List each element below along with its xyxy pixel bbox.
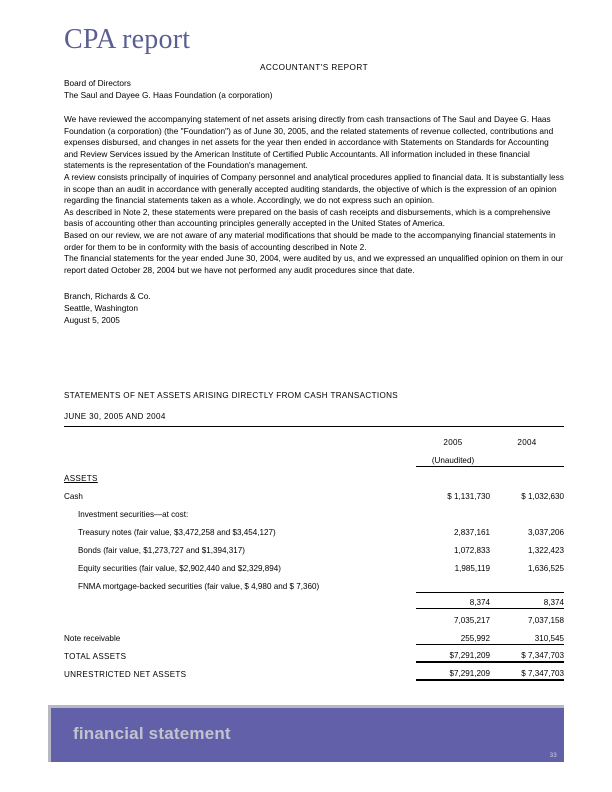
row-value-2004: 7,037,158 <box>490 608 564 626</box>
row-label: Investment securities—at cost: <box>78 510 189 519</box>
row-value-2004: $ 7,347,703 <box>490 662 564 680</box>
letter-paragraph: We have reviewed the accompanying statement of net assets arising directly from cash transactions of The Saul and Dayee G. Haas Foundation (a corporation) (the "Foundation") as of June 30, 2005, and the related statements of revenue collected, contributions and expenses disbursed, and changes in net assets for the year then ended in accordance with Statements on Standards for Accounting and Review Services issued by the American Institute of Certified Public Accountants. All information included in these financial statements is the representation of the Foundation's management. <box>64 114 554 171</box>
addressee-line-1: Board of Directors <box>64 78 131 88</box>
table-row <box>64 574 564 592</box>
row-value-2005 <box>416 502 490 520</box>
row-value-2005: $7,291,209 <box>416 662 490 680</box>
row-label <box>64 592 416 608</box>
table-row <box>64 484 564 502</box>
table-subheader-row <box>64 448 564 466</box>
addressee-line-2: The Saul and Dayee G. Haas Foundation (a corporation) <box>64 89 273 100</box>
row-label: Note receivable <box>64 634 121 643</box>
page-title: CPA report <box>64 24 191 55</box>
row-label: Bonds (fair value, $1,273,727 and $1,394,317) <box>78 546 245 555</box>
letter-paragraph: Based on our review, we are not aware of any material modifications that should be made to the accompanying financial statements in order for them to be in conformity with the basis of accounting described in Note 2. <box>64 229 556 252</box>
row-value-2004: 1,636,525 <box>527 564 564 573</box>
column-underline-2004 <box>490 448 564 466</box>
assets-section-label: ASSETS <box>64 474 98 483</box>
row-value-2005: 2,837,161 <box>453 528 490 537</box>
financial-statement-section <box>64 390 564 681</box>
accountants-report-letter <box>64 62 564 326</box>
table-row <box>64 626 564 644</box>
net-assets-table <box>64 427 564 681</box>
footer-label: financial statement <box>73 724 231 743</box>
column-note-unaudited: (Unaudited) <box>416 448 490 466</box>
row-label: UNRESTRICTED NET ASSETS <box>64 670 187 679</box>
row-value-2005: 1,985,119 <box>454 564 490 573</box>
table-row-total <box>64 644 564 662</box>
row-value-2005: 8,374 <box>416 592 490 608</box>
signature-firm: Branch, Richards & Co. <box>64 291 151 302</box>
row-value-2005: 255,992 <box>460 633 490 643</box>
column-header-2005: 2005 <box>443 438 463 447</box>
signature-city: Seattle, Washington <box>64 302 138 313</box>
assets-section-row <box>64 466 564 484</box>
row-label: Cash <box>64 492 83 501</box>
letter-paragraph: The financial statements for the year ended June 30, 2004, were audited by us, and we expressed an unqualified opinion on them in our report dated October 28, 2004 but we have not performed any audit procedures since that date. <box>64 253 564 275</box>
report-heading: ACCOUNTANT'S REPORT <box>259 63 369 72</box>
table-row-total <box>64 662 564 680</box>
row-value-2004: $ 1,032,630 <box>521 492 564 501</box>
letter-body <box>64 114 564 276</box>
signature-block <box>64 291 564 326</box>
table-row-subtotal <box>64 592 564 608</box>
table-row <box>64 520 564 538</box>
footer-banner <box>48 705 564 762</box>
row-value-2004: 3,037,206 <box>527 528 564 537</box>
row-label: Treasury notes (fair value, $3,472,258 and $3,454,127) <box>78 528 276 537</box>
row-value-2005: 1,072,833 <box>453 546 490 555</box>
table-header-row <box>64 427 564 448</box>
row-label: FNMA mortgage-backed securities (fair value, $ 4,980 and $ 7,360) <box>78 582 320 591</box>
column-header-2004: 2004 <box>517 438 537 447</box>
table-row-subtotal <box>64 608 564 626</box>
row-value-2005 <box>416 574 490 592</box>
row-value-2004: $ 7,347,703 <box>490 644 564 662</box>
table-row <box>64 556 564 574</box>
row-value-2004: 8,374 <box>490 592 564 608</box>
statement-title: STATEMENTS OF NET ASSETS ARISING DIRECTLY FROM CASH TRANSACTIONS <box>64 391 399 400</box>
row-value-2005: $7,291,209 <box>416 644 490 662</box>
row-value-2004 <box>490 574 564 592</box>
row-value-2004: 310,545 <box>534 633 564 643</box>
statement-date-line: JUNE 30, 2005 AND 2004 <box>64 412 166 421</box>
row-label: Equity securities (fair value, $2,902,440 and $2,329,894) <box>78 564 281 573</box>
row-value-2005: $ 1,131,730 <box>447 492 490 501</box>
page-number: 33 <box>549 753 557 759</box>
letter-paragraph: A review consists principally of inquiries of Company personnel and analytical procedures applied to financial data. It is substantially less in scope than an audit in accordance with generally accepted auditing standards, the objective of which is the expression of an opinion regarding the financial statements taken as a whole. Accordingly, we do not express such an opinion. <box>64 171 564 206</box>
row-value-2005: 7,035,217 <box>416 608 490 626</box>
row-label <box>64 608 416 626</box>
table-row <box>64 538 564 556</box>
table-row <box>64 502 564 520</box>
letter-paragraph: As described in Note 2, these statements were prepared on the basis of cash receipts and disbursements, which is a comprehensive basis of accounting other than accounting principles generally accepted in the United States of America. <box>64 206 551 229</box>
row-value-2004 <box>490 502 564 520</box>
signature-date: August 5, 2005 <box>64 314 120 325</box>
row-label: TOTAL ASSETS <box>64 652 127 661</box>
row-value-2004: 1,322,423 <box>527 546 564 555</box>
